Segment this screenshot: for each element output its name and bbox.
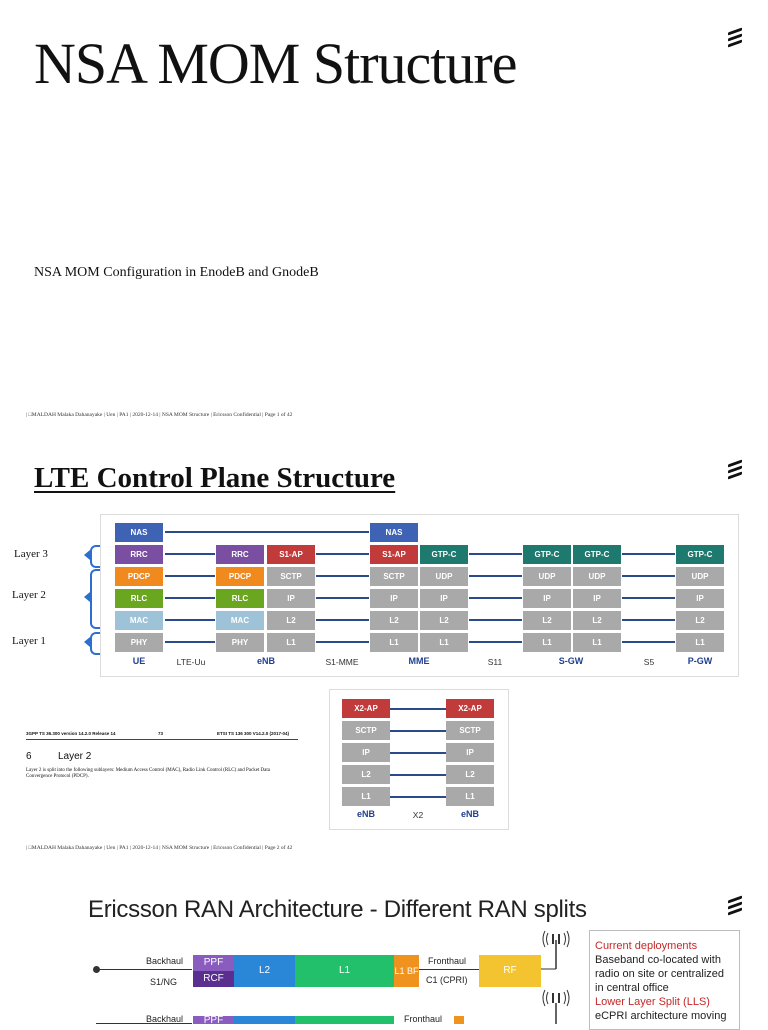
- x2-right-enb-label: eNB: [460, 809, 479, 819]
- x2-left-enb-label: eNB: [356, 809, 375, 819]
- sgw-l1-2: L1: [573, 633, 621, 652]
- layer-1-brace: [90, 632, 100, 655]
- link-mac: [165, 619, 215, 621]
- pgw-gtpc: GTP-C: [676, 545, 724, 564]
- layer-3-brace-tip: [84, 550, 90, 560]
- sgw-gtpc-2: GTP-C: [573, 545, 621, 564]
- ericsson-logo-icon: [728, 30, 742, 48]
- sgw-label: S-GW: [558, 656, 584, 666]
- enb-mac: MAC: [216, 611, 264, 630]
- link-ip-2: [469, 597, 522, 599]
- fronthaul-line: [419, 969, 479, 970]
- layer-2-label: Layer 2: [12, 589, 46, 601]
- spec-header-left: 3GPP TS 36.300 version 14.2.0 Release 14: [26, 731, 116, 736]
- current-deployments-title: Current deployments: [595, 940, 698, 952]
- ue-label: UE: [132, 656, 146, 666]
- enb-rlc: RLC: [216, 589, 264, 608]
- x2-right-l2: L2: [446, 765, 494, 784]
- mme-l2-2: L2: [420, 611, 468, 630]
- enb-phy: PHY: [216, 633, 264, 652]
- slide-2-title: LTE Control Plane Structure: [34, 462, 396, 494]
- c1-cpri-label: C1 (CPRI): [426, 975, 468, 985]
- x2-link-3: [390, 752, 446, 754]
- enb-l1: L1: [267, 633, 315, 652]
- x2-left-l1: L1: [342, 787, 390, 806]
- l1-bf-box: L1 BF: [394, 955, 419, 987]
- sgw-l2-2: L2: [573, 611, 621, 630]
- backhaul-line: [96, 969, 192, 970]
- mme-nas: NAS: [370, 523, 418, 542]
- ue-nas: NAS: [115, 523, 163, 542]
- spec-header-right: ETSI TS 136 300 V14.2.0 (2017-04): [217, 731, 290, 736]
- spec-header-mid: 73: [158, 731, 164, 736]
- lls-title: Lower Layer Split (LLS): [595, 996, 710, 1008]
- link-l1-3: [622, 641, 675, 643]
- x2-right-x2ap: X2-AP: [446, 699, 494, 718]
- spec-divider: [26, 739, 298, 740]
- l1-box-2: [295, 1016, 394, 1024]
- link-l1-2: [469, 641, 522, 643]
- ppf-box: PPF: [193, 955, 234, 971]
- ppf-box-2: PPF: [193, 1016, 234, 1024]
- mme-l1-2: L1: [420, 633, 468, 652]
- backhaul-line-dot: [93, 966, 100, 973]
- x2-left-sctp: SCTP: [342, 721, 390, 740]
- ue-mac: MAC: [115, 611, 163, 630]
- layer-3-brace: [90, 545, 100, 568]
- mme-l2: L2: [370, 611, 418, 630]
- pgw-ip: IP: [676, 589, 724, 608]
- x2-link-1: [390, 708, 446, 710]
- x2-left-x2ap: X2-AP: [342, 699, 390, 718]
- link-ip-1: [316, 597, 369, 599]
- sgw-ip-2: IP: [573, 589, 621, 608]
- link-l2-3: [622, 619, 675, 621]
- slide-1-title: NSA MOM Structure: [34, 31, 517, 96]
- mme-l1: L1: [370, 633, 418, 652]
- x2-right-ip: IP: [446, 743, 494, 762]
- s1-ng-label: S1/NG: [150, 977, 178, 987]
- lls-body: eCPRI architecture moving: [595, 1010, 727, 1022]
- link-l2-2: [469, 619, 522, 621]
- x2-interface-label: X2: [412, 810, 424, 820]
- sgw-udp-2: UDP: [573, 567, 621, 586]
- slide-1-subtitle: NSA MOM Configuration in EnodeB and GnodeB: [34, 265, 319, 280]
- link-sctp: [316, 575, 369, 577]
- pgw-l2: L2: [676, 611, 724, 630]
- link-udp-1: [469, 575, 522, 577]
- sgw-l1: L1: [523, 633, 571, 652]
- x2-left-l2: L2: [342, 765, 390, 784]
- link-rlc: [165, 597, 215, 599]
- sgw-l2: L2: [523, 611, 571, 630]
- link-ip-3: [622, 597, 675, 599]
- layer-1-brace-tip: [84, 637, 90, 647]
- sgw-ip: IP: [523, 589, 571, 608]
- sgw-udp: UDP: [523, 567, 571, 586]
- x2-right-sctp: SCTP: [446, 721, 494, 740]
- link-nas: [165, 531, 369, 533]
- enb-label: eNB: [256, 656, 275, 666]
- link-gtpc-1: [469, 553, 522, 555]
- link-l2-1: [316, 619, 369, 621]
- layer-2-brace-tip: [84, 592, 90, 602]
- backhaul-label-2: Backhaul: [146, 1014, 184, 1024]
- deployment-notes: [589, 930, 740, 1030]
- x2-right-l1: L1: [446, 787, 494, 806]
- enb-rrc: RRC: [216, 545, 264, 564]
- enb-sctp: SCTP: [267, 567, 315, 586]
- rcf-box: RCF: [193, 971, 234, 987]
- link-udp-2: [622, 575, 675, 577]
- enb-ip: IP: [267, 589, 315, 608]
- l2-box: L2: [234, 955, 295, 987]
- mme-ip-2: IP: [420, 589, 468, 608]
- slide-2-footer: | □MALDAH Malaka Dahanayake | Uen | PA1 | 2020-12-14 | NSA MOM Structure | Ericsson Confidential | Page 2 of 42: [26, 845, 293, 851]
- layer-2-brace: [90, 569, 100, 629]
- layer-1-label: Layer 1: [12, 635, 46, 647]
- link-phy: [165, 641, 215, 643]
- pgw-label: P-GW: [687, 656, 713, 666]
- backhaul-label: Backhaul: [146, 956, 184, 966]
- antenna-icon: [541, 930, 571, 988]
- x2-link-2: [390, 730, 446, 732]
- link-l1-1: [316, 641, 369, 643]
- enb-l2: L2: [267, 611, 315, 630]
- mme-gtpc: GTP-C: [420, 545, 468, 564]
- spec-body: Layer 2 is split into the following sublayers: Medium Access Control (MAC), Radio Link Control (RLC) and Packet Data Convergence Protocol (PDCP).: [26, 768, 270, 779]
- x2-link-4: [390, 774, 446, 776]
- link-gtpc-2: [622, 553, 675, 555]
- ue-rlc: RLC: [115, 589, 163, 608]
- s5-label: S5: [643, 657, 655, 667]
- slide-3-title: Ericsson RAN Architecture - Different RAN splits: [88, 896, 587, 923]
- sgw-gtpc: GTP-C: [523, 545, 571, 564]
- l2-box-2: [234, 1016, 295, 1024]
- mme-sctp: SCTP: [370, 567, 418, 586]
- pgw-udp: UDP: [676, 567, 724, 586]
- mme-udp: UDP: [420, 567, 468, 586]
- ue-pdcp: PDCP: [115, 567, 163, 586]
- spec-section-number: 6: [26, 751, 32, 762]
- enb-pdcp: PDCP: [216, 567, 264, 586]
- s11-label: S11: [487, 657, 503, 667]
- current-deployments-body: Baseband co-located with radio on site or centralized in central office: [595, 954, 725, 994]
- link-s1ap: [316, 553, 369, 555]
- enb-s1ap: S1-AP: [267, 545, 315, 564]
- link-rrc: [165, 553, 215, 555]
- ue-rrc: RRC: [115, 545, 163, 564]
- x2-link-5: [390, 796, 446, 798]
- x2-left-ip: IP: [342, 743, 390, 762]
- antenna-icon-2: [541, 989, 571, 1024]
- mme-s1ap: S1-AP: [370, 545, 418, 564]
- pgw-l1: L1: [676, 633, 724, 652]
- rf-box: RF: [479, 955, 541, 987]
- link-pdcp: [165, 575, 215, 577]
- fronthaul-label: Fronthaul: [428, 956, 467, 966]
- spec-section-title: Layer 2: [58, 751, 92, 762]
- ericsson-logo-icon: [728, 898, 742, 916]
- x2-diagram: [329, 689, 509, 830]
- ue-phy: PHY: [115, 633, 163, 652]
- lte-uu-label: LTE-Uu: [176, 657, 206, 667]
- l1-box: L1: [295, 955, 394, 987]
- ericsson-logo-icon: [728, 462, 742, 480]
- s1-mme-label: S1-MME: [325, 657, 359, 667]
- mme-label: MME: [408, 656, 430, 666]
- slide-1-footer: | □MALDAH Malaka Dahanayake | Uen | PA1 | 2020-12-14 | NSA MOM Structure | Ericsson Confidential | Page 1 of 42: [26, 412, 293, 418]
- l1-bf-box-2: [454, 1016, 464, 1024]
- layer-3-label: Layer 3: [14, 548, 48, 560]
- mme-ip: IP: [370, 589, 418, 608]
- lte-control-plane-diagram: [100, 514, 739, 677]
- fronthaul-label-2: Fronthaul: [404, 1014, 443, 1024]
